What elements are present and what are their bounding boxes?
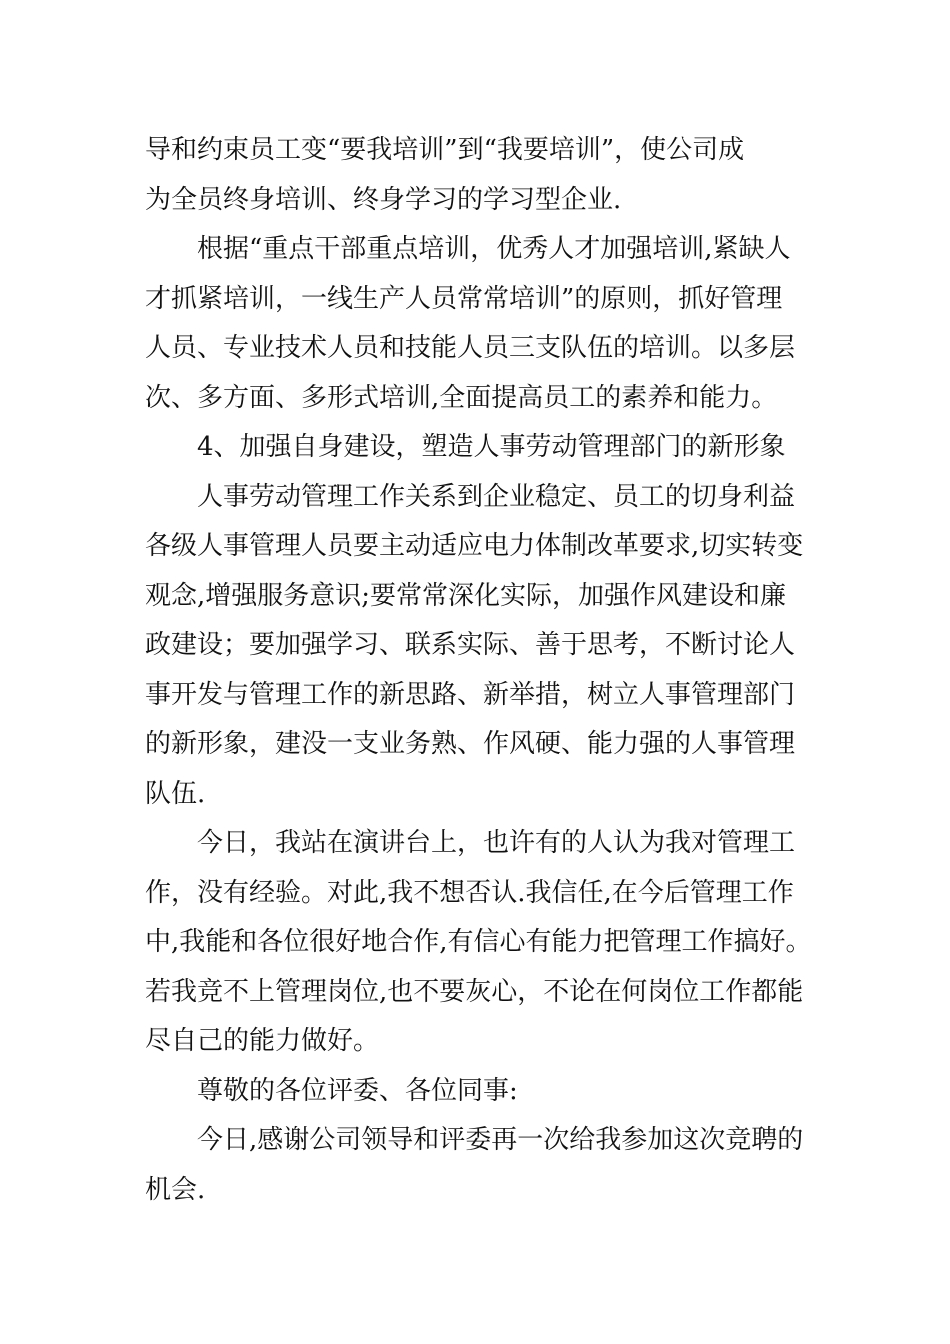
- text-line: 尽自己的能力做好。: [145, 1026, 380, 1056]
- text-line: 人事劳动管理工作关系到企业稳定、员工的切身利益: [197, 481, 796, 512]
- document-body: [145, 126, 815, 1215]
- text-line: 各级人事管理人员要主动适应电力体制改革要求,切实转变: [145, 531, 804, 561]
- text-line: 次、多方面、多形式培训,全面提高员工的素养和能力。: [145, 382, 778, 413]
- text-line: 队伍.: [145, 778, 206, 809]
- text-line: 为全员终身培训、终身学习的学习型企业.: [145, 184, 622, 215]
- text-line: 今日，我站在演讲台上，也许有的人认为我对管理工: [197, 828, 796, 858]
- text-line: 尊敬的各位评委、各位同事:: [197, 1075, 518, 1106]
- text-line: 人员、专业技术人员和技能人员三支队伍的培训。以多层: [145, 333, 796, 363]
- text-line: 的新形象，建没一支业务熟、作风硬、能力强的人事管理: [145, 729, 796, 759]
- text-line: 根据“重点干部重点培训，优秀人才加强培训,紧缺人: [197, 234, 791, 264]
- text-line: 4、加强自身建设，塑造人事劳动管理部门的新形象: [197, 432, 786, 462]
- text-line: 若我竞不上管理岗位,也不要灰心，不论在何岗位工作都能: [145, 976, 804, 1007]
- text-line: 事开发与管理工作的新思路、新举措，树立人事管理部门: [145, 679, 796, 710]
- text-line: 政建设；要加强学习、联系实际、善于思考，不断讨论人: [145, 630, 796, 660]
- text-line: 观念,增强服务意识;要常常深化实际，加强作风建设和廉: [145, 580, 787, 611]
- text-line: 作，没有经验。对此,我不想否认.我信任,在今后管理工作: [145, 877, 794, 908]
- text-line: 机会.: [145, 1174, 206, 1205]
- text-line: 今日,感谢公司领导和评委再一次给我参加这次竞聘的: [197, 1125, 804, 1155]
- text-line: 导和约束员工变“要我培训”到“我要培训”，使公司成: [145, 135, 745, 165]
- text-line: 才抓紧培训，一线生产人员常常培训”的原则，抓好管理: [145, 283, 783, 314]
- text-line: 中,我能和各位很好地合作,有信心有能力把管理工作搞好。: [145, 927, 812, 957]
